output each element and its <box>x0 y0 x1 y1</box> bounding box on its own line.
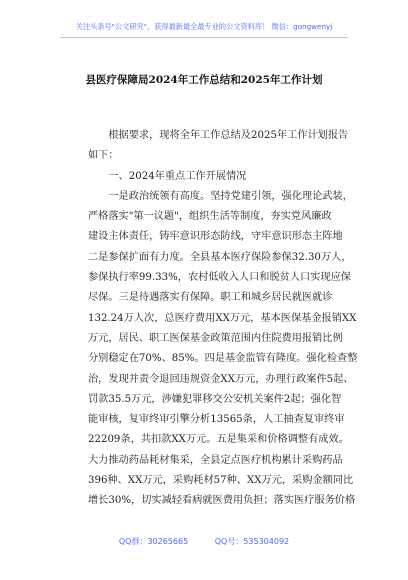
body-line: 分别稳定在70%、85%。四是基金监管有隆度。强化检查整 <box>88 353 358 365</box>
body-line: 二是参保扩面有力度。全县基本医疗保险参保32.30万人， <box>88 251 352 263</box>
section-heading: 一、2024年重点工作开展情况 <box>88 170 247 182</box>
body-line: 能审核，复审终审引擎分析13565条，人工抽查复审终审 <box>88 414 345 426</box>
body-line: 严格落实"第一议题"，组织生活等制度，夯实党风廉政 <box>88 211 332 223</box>
body-line: 参保执行率99.33%，农村低收入人口和脱贫人口实现应保 <box>88 272 351 284</box>
body-line: 396种、XX万元，采购耗材57种、XX万元，采购金额同比 <box>88 475 354 487</box>
body-line: 尽保。三是待遇落实有保障。职工和城乡居民就医就诊 <box>88 292 333 304</box>
body-line: 如下： <box>88 150 119 162</box>
body-line: 根据要求，现将全年工作总结及2025年工作计划报告 <box>88 130 349 141</box>
body-line: 22209条，共扣款XX万元。五是集采和价格调整有成效。 <box>88 434 349 446</box>
body-line: 万元，居民、职工医保基金政策范围内住院费用报销比例 <box>88 332 343 344</box>
promo-banner: 关注头条号"公文研究"，获得最新最全最专业的公文资料库！ 微信：gongwenyj <box>75 22 333 31</box>
qq-group-text: QQ群：30265665 <box>118 537 189 546</box>
body-line: 罚款35.5万元，涉嫌犯罪移交公安机关案件2起；强化智 <box>88 393 342 405</box>
body-line: 建设主体责任，铸牢意识形态防线，守牢意识形态主阵地 <box>88 231 343 243</box>
body-line: 132.24万人次，总医疗费用XX万元，基本医保基金报销XX <box>88 312 357 324</box>
header-divider <box>60 37 348 38</box>
body-line: 增长30%，切实减轻看病就医费用负担；落实医疗服务价格 <box>88 495 356 507</box>
qq-number-text: QQ号：535304092 <box>214 537 290 546</box>
body-line: 大力推动药品耗材集采，全县定点医疗机构累计采购药品 <box>88 454 343 466</box>
body-line: 治，发现并责令退回违规资金XX万元，办理行政案件5起、 <box>88 373 354 385</box>
contact-footer <box>0 536 408 547</box>
body-line: 一是政治统领有高度。坚持党建引领，强化理论武装， <box>88 190 353 202</box>
document-title: 县医疗保障局2024年工作总结和2025年工作计划 <box>85 74 323 86</box>
document-body <box>88 126 358 512</box>
